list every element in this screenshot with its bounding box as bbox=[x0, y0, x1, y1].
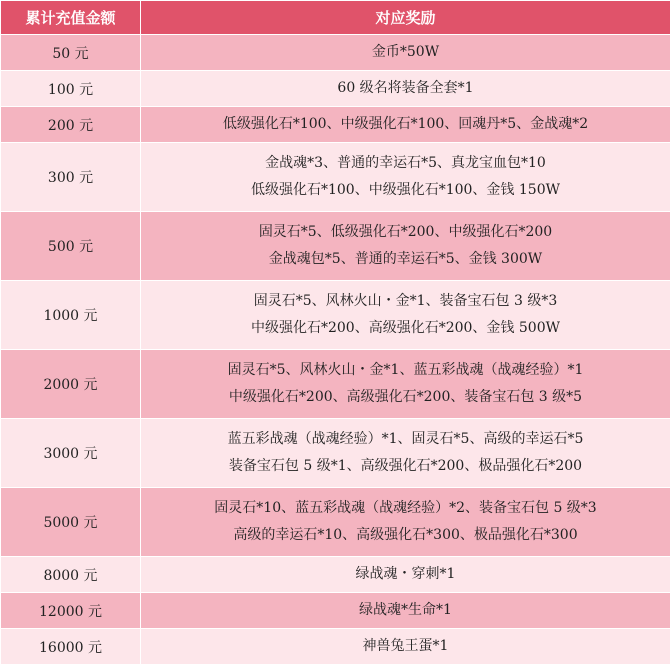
reward-line: 绿战魂・穿刺*1 bbox=[355, 566, 456, 582]
reward-line: 蓝五彩战魂（战魂经验）*1、固灵石*5、高级的幸运石*5 bbox=[227, 431, 584, 447]
reward-line: 60 级名将装备全套*1 bbox=[337, 80, 474, 96]
reward-line: 固灵石*10、蓝五彩战魂（战魂经验）*2、装备宝石包 5 级*3 bbox=[214, 500, 597, 516]
header-amount: 累计充值金额 bbox=[1, 1, 141, 35]
amount-cell: 1000 元 bbox=[1, 281, 141, 350]
reward-cell bbox=[141, 143, 670, 212]
reward-line: 高级的幸运石*10、高级强化石*300、极品强化石*300 bbox=[233, 527, 578, 543]
table-row bbox=[1, 107, 670, 143]
table-row bbox=[1, 35, 670, 71]
amount-cell: 3000 元 bbox=[1, 419, 141, 488]
reward-line: 固灵石*5、风林火山・金*1、蓝五彩战魂（战魂经验）*1 bbox=[227, 362, 584, 378]
reward-line: 低级强化石*100、中级强化石*100、金钱 150W bbox=[250, 182, 560, 198]
reward-cell bbox=[141, 107, 670, 143]
reward-cell bbox=[141, 557, 670, 593]
reward-line: 金币*50W bbox=[371, 44, 440, 60]
reward-line: 装备宝石包 5 级*1、高级强化石*200、极品强化石*200 bbox=[228, 458, 583, 474]
reward-line: 金战魂包*5、普通的幸运石*5、金钱 300W bbox=[268, 251, 543, 267]
amount-cell: 2000 元 bbox=[1, 350, 141, 419]
reward-cell bbox=[141, 212, 670, 281]
table-row bbox=[1, 350, 670, 419]
reward-line: 金战魂*3、普通的幸运石*5、真龙宝血包*10 bbox=[265, 155, 546, 171]
reward-cell bbox=[141, 71, 670, 107]
amount-cell: 5000 元 bbox=[1, 488, 141, 557]
reward-cell bbox=[141, 35, 670, 71]
amount-cell: 500 元 bbox=[1, 212, 141, 281]
table-row bbox=[1, 488, 670, 557]
reward-line: 固灵石*5、风林火山・金*1、装备宝石包 3 级*3 bbox=[253, 293, 558, 309]
reward-cell bbox=[141, 629, 670, 665]
reward-cell bbox=[141, 419, 670, 488]
amount-cell: 200 元 bbox=[1, 107, 141, 143]
table-row bbox=[1, 593, 670, 629]
amount-cell: 8000 元 bbox=[1, 557, 141, 593]
reward-cell bbox=[141, 488, 670, 557]
header-reward: 对应奖励 bbox=[141, 1, 670, 35]
table-row bbox=[1, 557, 670, 593]
amount-cell: 50 元 bbox=[1, 35, 141, 71]
reward-line: 中级强化石*200、高级强化石*200、装备宝石包 3 级*5 bbox=[228, 389, 583, 405]
amount-cell: 300 元 bbox=[1, 143, 141, 212]
amount-cell: 12000 元 bbox=[1, 593, 141, 629]
table-row bbox=[1, 629, 670, 665]
reward-cell bbox=[141, 593, 670, 629]
reward-cell bbox=[141, 281, 670, 350]
reward-cell bbox=[141, 350, 670, 419]
amount-cell: 16000 元 bbox=[1, 629, 141, 665]
table-row bbox=[1, 212, 670, 281]
reward-line: 绿战魂*生命*1 bbox=[359, 602, 452, 618]
reward-line: 低级强化石*100、中级强化石*100、回魂丹*5、金战魂*2 bbox=[222, 116, 589, 132]
amount-cell: 100 元 bbox=[1, 71, 141, 107]
table-row bbox=[1, 143, 670, 212]
reward-line: 中级强化石*200、高级强化石*200、金钱 500W bbox=[250, 320, 560, 336]
table-body bbox=[1, 35, 670, 665]
table-row bbox=[1, 419, 670, 488]
header-row bbox=[1, 1, 670, 35]
table-row bbox=[1, 281, 670, 350]
table-row bbox=[1, 71, 670, 107]
reward-line: 神兽兔王蛋*1 bbox=[362, 638, 449, 654]
reward-line: 固灵石*5、低级强化石*200、中级强化石*200 bbox=[258, 224, 553, 240]
